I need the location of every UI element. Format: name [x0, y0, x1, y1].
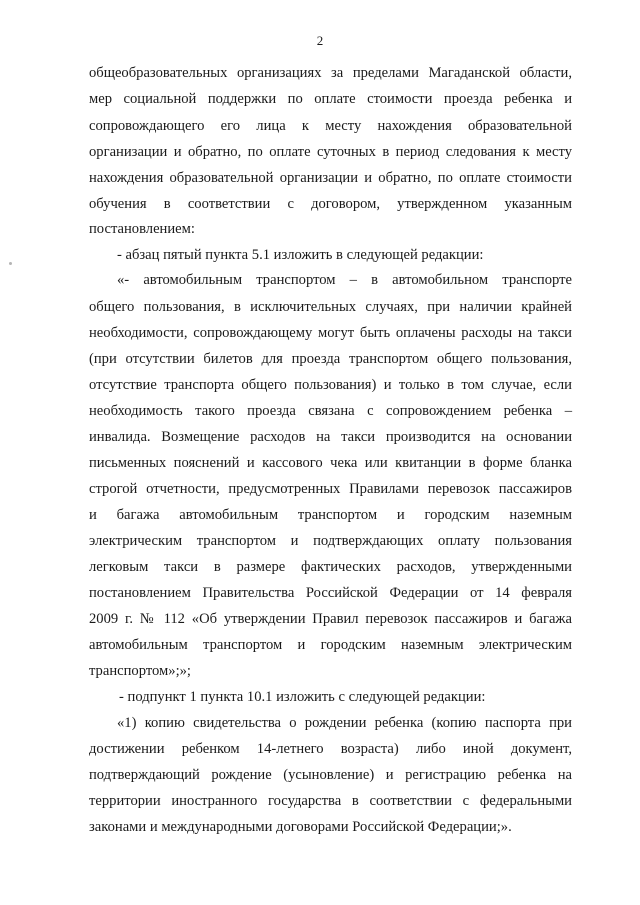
body-line: подтверждающий рождение (усыновление) и регистрацию ребенка на [89, 767, 572, 783]
body-line: электрическим транспортом и подтверждающих оплату пользования [89, 533, 572, 549]
body-line: отсутствие транспорта общего пользования) и только в том случае, если [89, 377, 572, 393]
body-line: законами и международными договорами Российской Федерации;». [89, 819, 512, 835]
body-line: постановлением Правительства Российской Федерации от 14 февраля [89, 585, 572, 601]
body-line: и багажа автомобильным транспортом и городским наземным [89, 507, 572, 523]
body-line: сопровождающего его лица к месту нахождения образовательной [89, 118, 572, 134]
body-line: достижении ребенком 14-летнего возраста) либо иной документ, [89, 741, 572, 757]
body-line: организации и обратно, по оплате суточных в период следования к месту [89, 144, 572, 160]
body-line: постановлением: [89, 221, 195, 237]
body-line: необходимости, сопровождающему могут быть оплачены расходы на такси [89, 325, 572, 341]
body-line: (при отсутствии билетов для проезда транспортом общего пользования, [89, 351, 572, 367]
body-line: инвалида. Возмещение расходов на такси производится на основании [89, 429, 572, 445]
amendment-line: - подпункт 1 пункта 10.1 изложить с следующей редакции: [119, 689, 486, 705]
body-line: письменных пояснений и кассового чека или квитанции в форме бланка [89, 455, 572, 471]
body-line: 2009 г. № 112 «Об утверждении Правил перевозок пассажиров и багажа [89, 611, 572, 627]
body-line: нахождения образовательной организации и обратно, по оплате стоимости [89, 170, 572, 186]
quote-line: «1) копию свидетельства о рождении ребенка (копию паспорта при [117, 715, 572, 731]
body-line: общего пользования, в исключительных случаях, при наличии крайней [89, 299, 572, 315]
body-line: автомобильным транспортом и городским наземным электрическим [89, 637, 572, 653]
scan-margin-mark [9, 262, 12, 265]
body-line: территории иностранного государства в соответствии с федеральными [89, 793, 572, 809]
body-line: легковым такси в размере фактических расходов, утвержденными [89, 559, 572, 575]
page-number: 2 [316, 33, 324, 48]
body-line: необходимость такого проезда связана с сопровождением ребенка – [89, 403, 572, 419]
amendment-line: - абзац пятый пункта 5.1 изложить в следующей редакции: [117, 247, 484, 263]
body-line: обучения в соответствии с договором, утвержденном указанным [89, 196, 572, 212]
body-line: строгой отчетности, предусмотренных Правилами перевозок пассажиров [89, 481, 572, 497]
body-line: транспортом»;»; [89, 663, 191, 679]
body-line: мер социальной поддержки по оплате стоимости проезда ребенка и [89, 91, 572, 107]
quote-line: «- автомобильным транспортом – в автомобильном транспорте [117, 272, 572, 288]
body-line: общеобразовательных организациях за пределами Магаданской области, [89, 65, 572, 81]
